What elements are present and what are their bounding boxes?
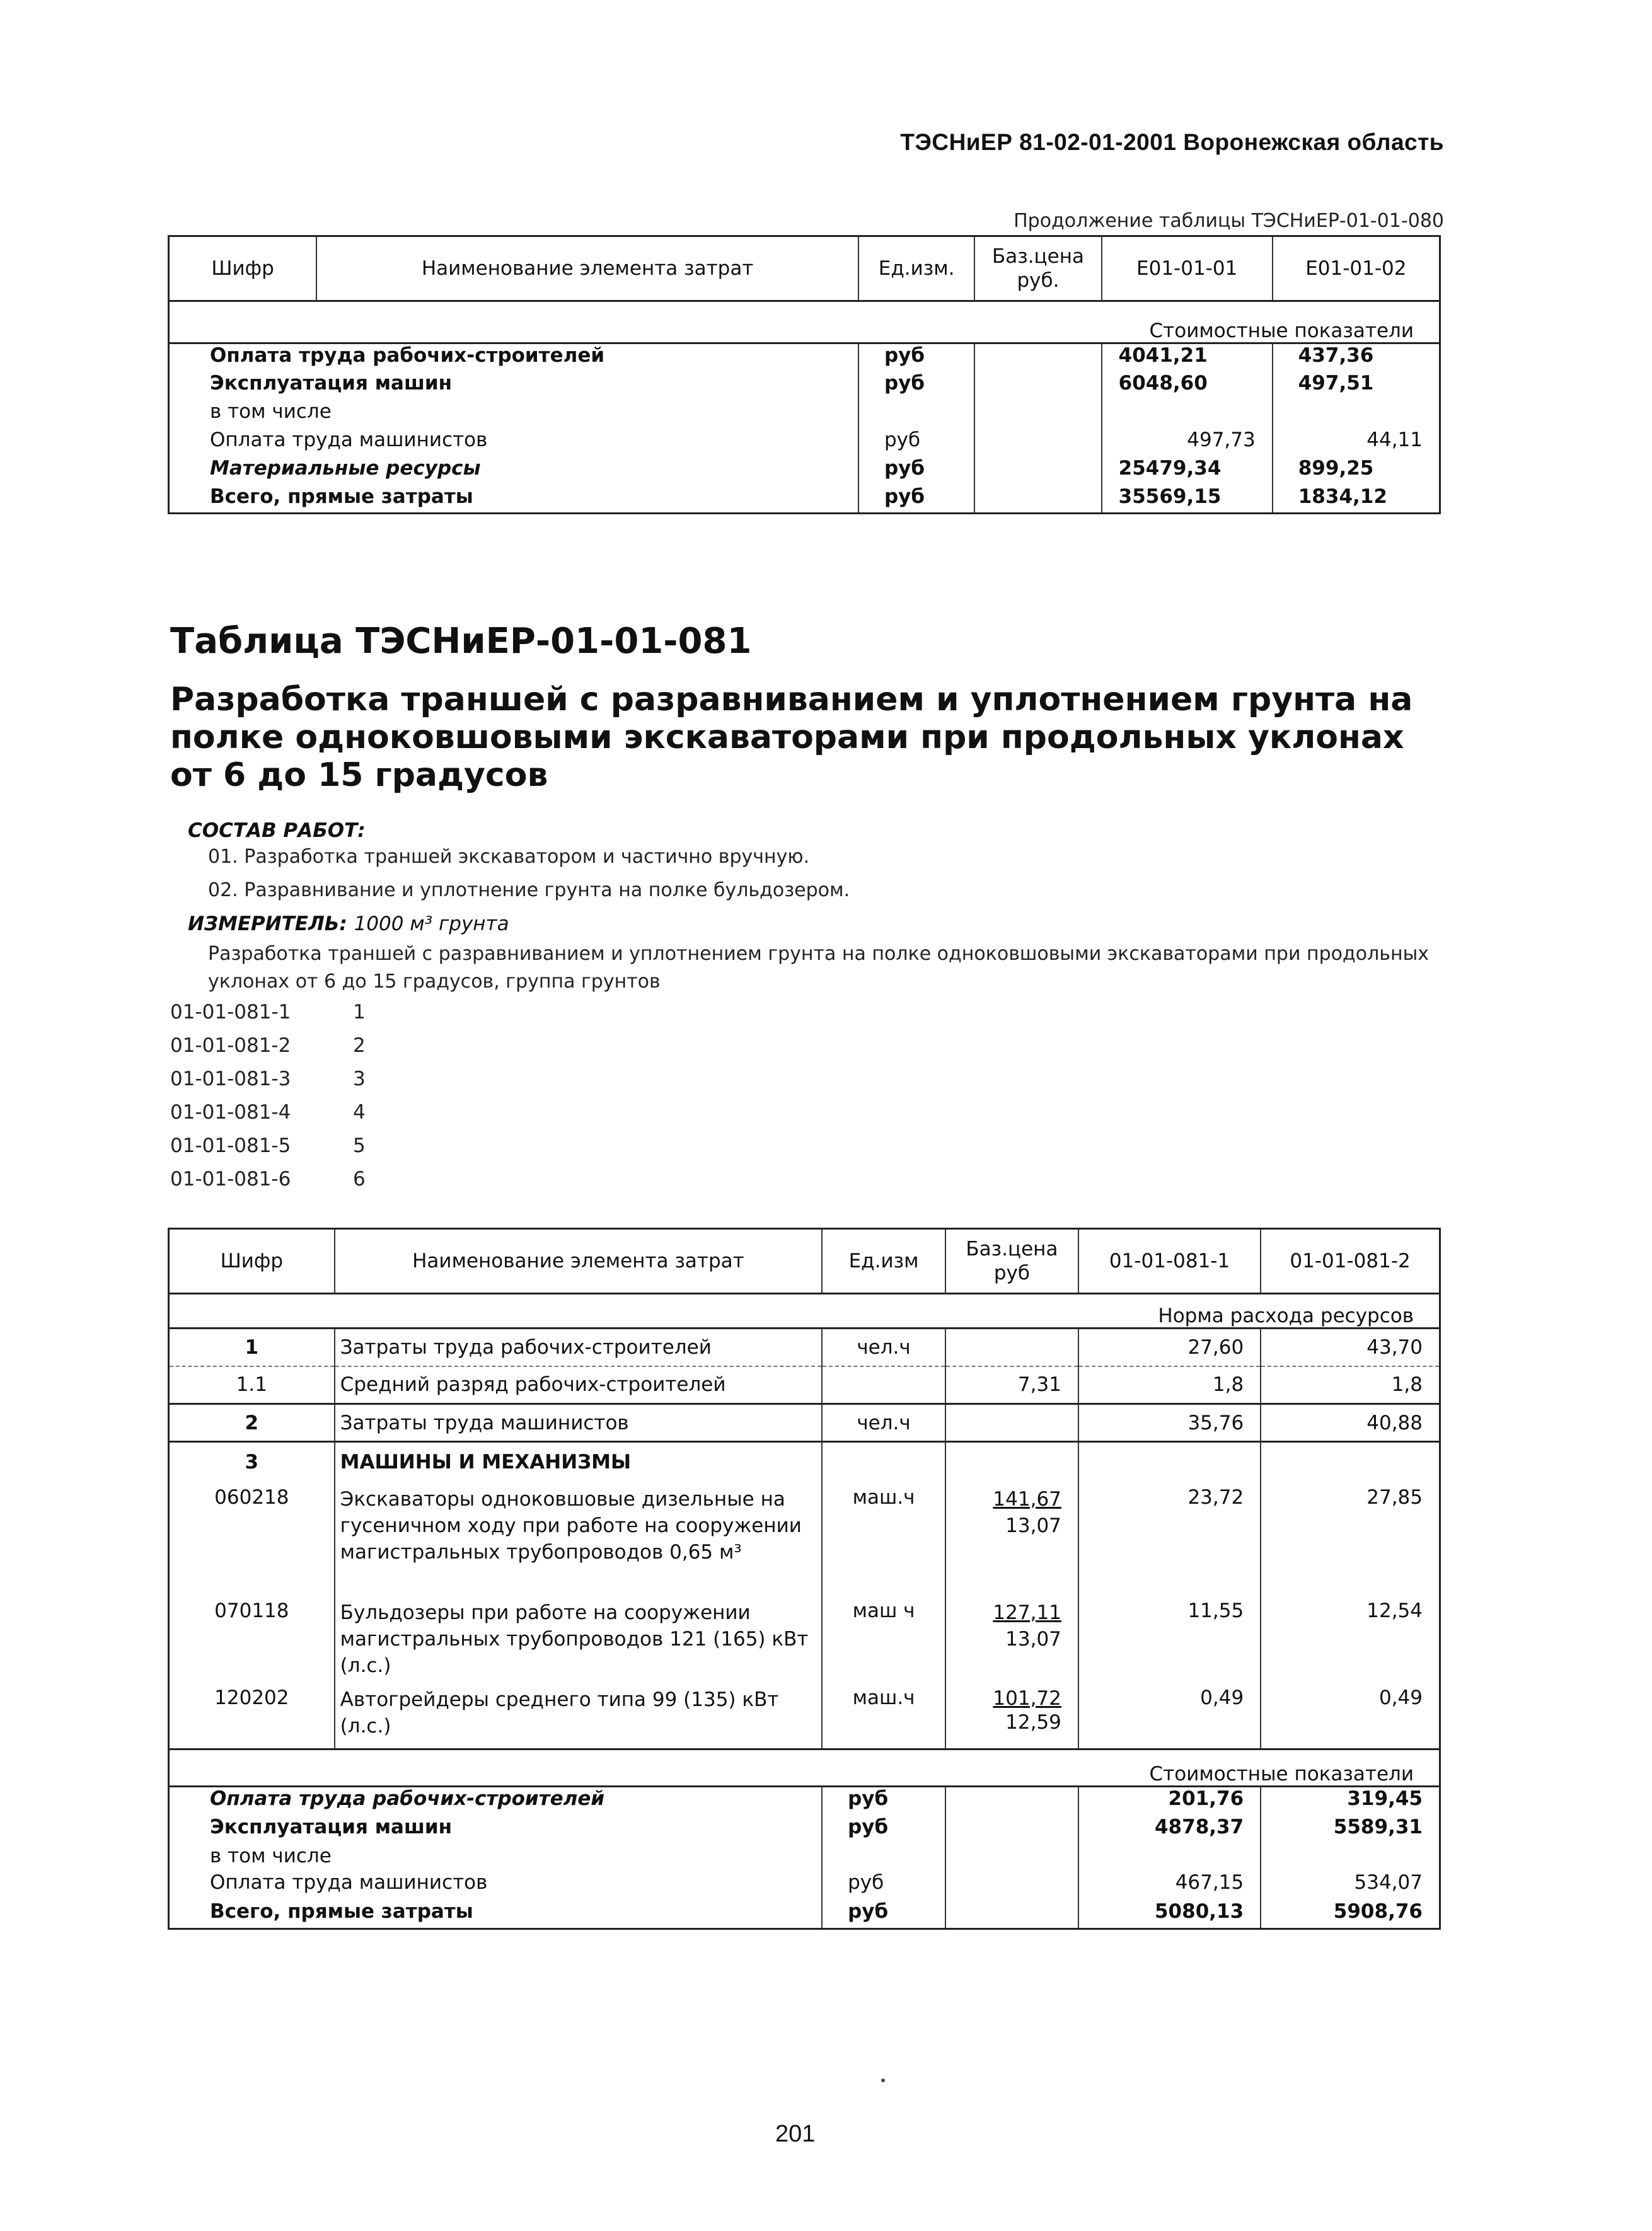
row-name: Автогрейдеры среднего типа 99 (135) кВт (л.с.) bbox=[335, 1686, 822, 1750]
table-header-row bbox=[169, 1229, 1440, 1294]
row-unit: чел.ч bbox=[822, 1404, 945, 1442]
col-code-header: Шифр bbox=[169, 1229, 335, 1294]
group: 5 bbox=[353, 1134, 366, 1157]
code: 01-01-081-2 bbox=[170, 1034, 291, 1057]
col-unit-header: Ед.изм bbox=[822, 1229, 945, 1294]
row-name: Оплата труда рабочих-строителей bbox=[210, 1787, 605, 1810]
row-price bbox=[945, 1404, 1078, 1442]
row-value-b: 44,11 bbox=[1366, 428, 1423, 451]
row-value-a: 0,49 bbox=[1078, 1686, 1261, 1750]
work-item: 01. Разработка траншей экскаватором и частично вручную. bbox=[208, 846, 810, 868]
row-code: 1.1 bbox=[236, 1373, 267, 1397]
table-row bbox=[169, 372, 1440, 400]
row-value-a: 467,15 bbox=[1078, 1871, 1261, 1900]
code: 01-01-081-4 bbox=[170, 1101, 291, 1124]
row-unit: руб bbox=[858, 429, 974, 457]
row-value-a: 35,76 bbox=[1078, 1404, 1261, 1442]
col-b-header: Е01-01-02 bbox=[1305, 257, 1407, 280]
row-value-a: 4041,21 bbox=[1102, 343, 1273, 372]
row-unit: маш.ч bbox=[822, 1686, 945, 1750]
row-unit: руб bbox=[822, 1900, 945, 1929]
row-name: Средний разряд рабочих-строителей bbox=[335, 1366, 822, 1404]
table-row bbox=[169, 1404, 1440, 1442]
group: 2 bbox=[353, 1034, 366, 1057]
row-value-b: 534,07 bbox=[1354, 1871, 1423, 1894]
cost-table-080 bbox=[168, 235, 1441, 514]
measure-line bbox=[188, 913, 509, 935]
section-label: Стоимостные показатели bbox=[1149, 320, 1414, 342]
row-value-b: 1834,12 bbox=[1298, 485, 1387, 508]
col-name-header: Наименование элемента затрат bbox=[316, 236, 858, 301]
row-value-a: 35569,15 bbox=[1102, 485, 1273, 514]
row-name: в том числе bbox=[210, 400, 332, 423]
row-unit: маш ч bbox=[822, 1600, 945, 1686]
col-b-header: 01-01-081-2 bbox=[1290, 1250, 1411, 1272]
row-value-b: 12,54 bbox=[1366, 1599, 1423, 1622]
row-name: Эксплуатация машин bbox=[210, 1815, 453, 1838]
code-list-item bbox=[170, 1001, 366, 1023]
col-name-header: Наименование элемента затрат bbox=[335, 1229, 822, 1294]
row-value-a: 25479,34 bbox=[1102, 457, 1273, 485]
table-header-row bbox=[169, 236, 1440, 301]
row-unit: руб bbox=[822, 1787, 945, 1816]
table-row bbox=[169, 1329, 1440, 1366]
col-a-header: 01-01-081-1 bbox=[1078, 1229, 1261, 1294]
row-value-b: 319,45 bbox=[1347, 1787, 1423, 1810]
measure-label: ИЗМЕРИТЕЛЬ: bbox=[188, 913, 347, 935]
row-code: 3 bbox=[245, 1451, 259, 1474]
row-value-b: 40,88 bbox=[1366, 1411, 1423, 1434]
row-price bbox=[945, 1482, 1078, 1600]
code-list-item bbox=[170, 1101, 366, 1124]
document-header: ТЭСНиЕР 81-02-01-2001 Воронежская область bbox=[900, 129, 1444, 155]
table-row bbox=[169, 1871, 1440, 1900]
row-value-a: 27,60 bbox=[1078, 1329, 1261, 1366]
row-name: Бульдозеры при работе на сооружении магистральных трубопроводов 121 (165) кВт (л.с.) bbox=[335, 1600, 822, 1686]
table-subtitle: Разработка траншей с разравниванием и уплотнением грунта на полке одноковшовыми экскаваторами при продольных уклонах от 6 до 15 градусов bbox=[170, 681, 1413, 794]
row-unit bbox=[822, 1366, 945, 1404]
row-unit: чел.ч bbox=[822, 1329, 945, 1366]
works-label: СОСТАВ РАБОТ: bbox=[188, 819, 366, 842]
work-item: 02. Разравнивание и уплотнение грунта на полке бульдозером. bbox=[208, 879, 850, 901]
row-value-a: 5080,13 bbox=[1078, 1900, 1261, 1929]
cost-section-label: Стоимостные показатели bbox=[1149, 1763, 1414, 1785]
row-unit: руб bbox=[858, 485, 974, 514]
row-name: Материальные ресурсы bbox=[210, 456, 481, 480]
row-value-b: 5908,76 bbox=[1333, 1900, 1423, 1923]
row-name: МАШИНЫ И МЕХАНИЗМЫ bbox=[335, 1442, 822, 1482]
row-unit: маш.ч bbox=[822, 1482, 945, 1600]
code: 01-01-081-1 bbox=[170, 1001, 291, 1023]
group: 1 bbox=[353, 1001, 366, 1023]
table-row bbox=[169, 1482, 1440, 1600]
table-row bbox=[169, 1366, 1440, 1404]
table-row bbox=[169, 1900, 1440, 1929]
table-row bbox=[169, 1686, 1440, 1750]
table-row bbox=[169, 457, 1440, 485]
price-top: 101,72 bbox=[993, 1686, 1061, 1710]
col-price-header: Баз.цена руб. bbox=[974, 236, 1101, 301]
price-bottom: 13,07 bbox=[1005, 1627, 1061, 1651]
row-price: 7,31 bbox=[945, 1366, 1078, 1404]
row-value-b: 899,25 bbox=[1298, 456, 1374, 480]
norm-section-label: Норма расхода ресурсов bbox=[1158, 1305, 1414, 1327]
code-list-item bbox=[170, 1168, 366, 1190]
section-row bbox=[169, 1750, 1440, 1787]
row-value-b: 437,36 bbox=[1298, 344, 1374, 367]
scan-speck bbox=[881, 2078, 885, 2082]
code: 01-01-081-5 bbox=[170, 1134, 291, 1157]
row-value-a: 23,72 bbox=[1078, 1482, 1261, 1600]
price-top: 141,67 bbox=[993, 1487, 1061, 1511]
row-unit: руб bbox=[858, 343, 974, 372]
price-top: 127,11 bbox=[993, 1601, 1061, 1624]
code: 01-01-081-6 bbox=[170, 1168, 291, 1190]
table-row bbox=[169, 485, 1440, 514]
row-value-a: 6048,60 bbox=[1102, 372, 1273, 400]
resource-table-081 bbox=[168, 1228, 1441, 1930]
table-row bbox=[169, 1787, 1440, 1816]
row-price bbox=[945, 1329, 1078, 1366]
row-value-b: 497,51 bbox=[1298, 371, 1374, 395]
row-name: Затраты труда машинистов bbox=[335, 1404, 822, 1442]
row-price bbox=[945, 1686, 1078, 1750]
row-value-a: 497,73 bbox=[1102, 429, 1273, 457]
code-list-item bbox=[170, 1068, 366, 1090]
row-value-a: 11,55 bbox=[1078, 1600, 1261, 1686]
table-title: Таблица ТЭСНиЕР-01-01-081 bbox=[170, 621, 752, 662]
row-name: Экскаваторы одноковшовые дизельные на гусеничном ходу при работе на сооружении магистральных трубопроводов 0,65 м³ bbox=[335, 1482, 822, 1600]
row-name: Всего, прямые затраты bbox=[210, 1900, 473, 1923]
row-value-b: 0,49 bbox=[1378, 1686, 1423, 1709]
row-code: 060218 bbox=[214, 1485, 289, 1509]
table-row bbox=[169, 343, 1440, 372]
row-name: в том числе bbox=[210, 1844, 332, 1867]
row-name: Оплата труда машинистов bbox=[210, 1871, 488, 1894]
col-price-header: Баз.цена руб bbox=[945, 1229, 1078, 1294]
row-unit: руб bbox=[858, 457, 974, 485]
group: 4 bbox=[353, 1101, 366, 1124]
row-unit: руб bbox=[822, 1816, 945, 1845]
table-row bbox=[169, 1816, 1440, 1845]
group: 6 bbox=[353, 1168, 366, 1190]
table-row bbox=[169, 1600, 1440, 1686]
measure-value: 1000 м³ грунта bbox=[354, 913, 509, 935]
group: 3 bbox=[353, 1068, 366, 1090]
row-price bbox=[945, 1600, 1078, 1686]
row-unit: руб bbox=[858, 372, 974, 400]
table-continuation-note: Продолжение таблицы ТЭСНиЕР-01-01-080 bbox=[1014, 210, 1444, 232]
row-name: Оплата труда рабочих-строителей bbox=[210, 344, 605, 367]
row-value-a: 1,8 bbox=[1078, 1366, 1261, 1404]
row-value-b: 27,85 bbox=[1366, 1485, 1423, 1509]
row-name: Эксплуатация машин bbox=[210, 371, 453, 395]
table-row bbox=[169, 1845, 1440, 1871]
table-row bbox=[169, 1442, 1440, 1482]
code: 01-01-081-3 bbox=[170, 1068, 291, 1090]
row-code: 2 bbox=[245, 1411, 259, 1434]
section-row bbox=[169, 1294, 1440, 1329]
row-name: Оплата труда машинистов bbox=[210, 428, 488, 451]
col-code-header: Шифр bbox=[169, 236, 317, 301]
price-bottom: 12,59 bbox=[1005, 1710, 1061, 1734]
row-name: Всего, прямые затраты bbox=[210, 485, 473, 508]
code-list-item bbox=[170, 1134, 366, 1157]
row-code: 120202 bbox=[214, 1686, 289, 1709]
table-row bbox=[169, 429, 1440, 457]
row-name: Затраты труда рабочих-строителей bbox=[335, 1329, 822, 1366]
row-code: 070118 bbox=[214, 1599, 289, 1622]
row-value-a: 201,76 bbox=[1078, 1787, 1261, 1816]
table-description: Разработка траншей с разравниванием и уплотнением грунта на полке одноковшовыми экскаваторами при продольных уклонах от 6 до 15 градусов, группа грунтов bbox=[208, 943, 1430, 993]
row-value-b: 43,70 bbox=[1366, 1335, 1423, 1359]
table-row bbox=[169, 400, 1440, 429]
col-unit-header: Ед.изм. bbox=[858, 236, 974, 301]
section-row bbox=[169, 301, 1440, 343]
row-value-b: 1,8 bbox=[1391, 1373, 1423, 1397]
row-value-b: 5589,31 bbox=[1333, 1815, 1423, 1838]
col-a-header: Е01-01-01 bbox=[1102, 236, 1273, 301]
code-list-item bbox=[170, 1034, 366, 1057]
row-unit: руб bbox=[822, 1871, 945, 1900]
price-bottom: 13,07 bbox=[1005, 1514, 1061, 1537]
row-code: 1 bbox=[245, 1335, 259, 1359]
page-number: 201 bbox=[775, 2121, 816, 2147]
row-value-a: 4878,37 bbox=[1078, 1816, 1261, 1845]
